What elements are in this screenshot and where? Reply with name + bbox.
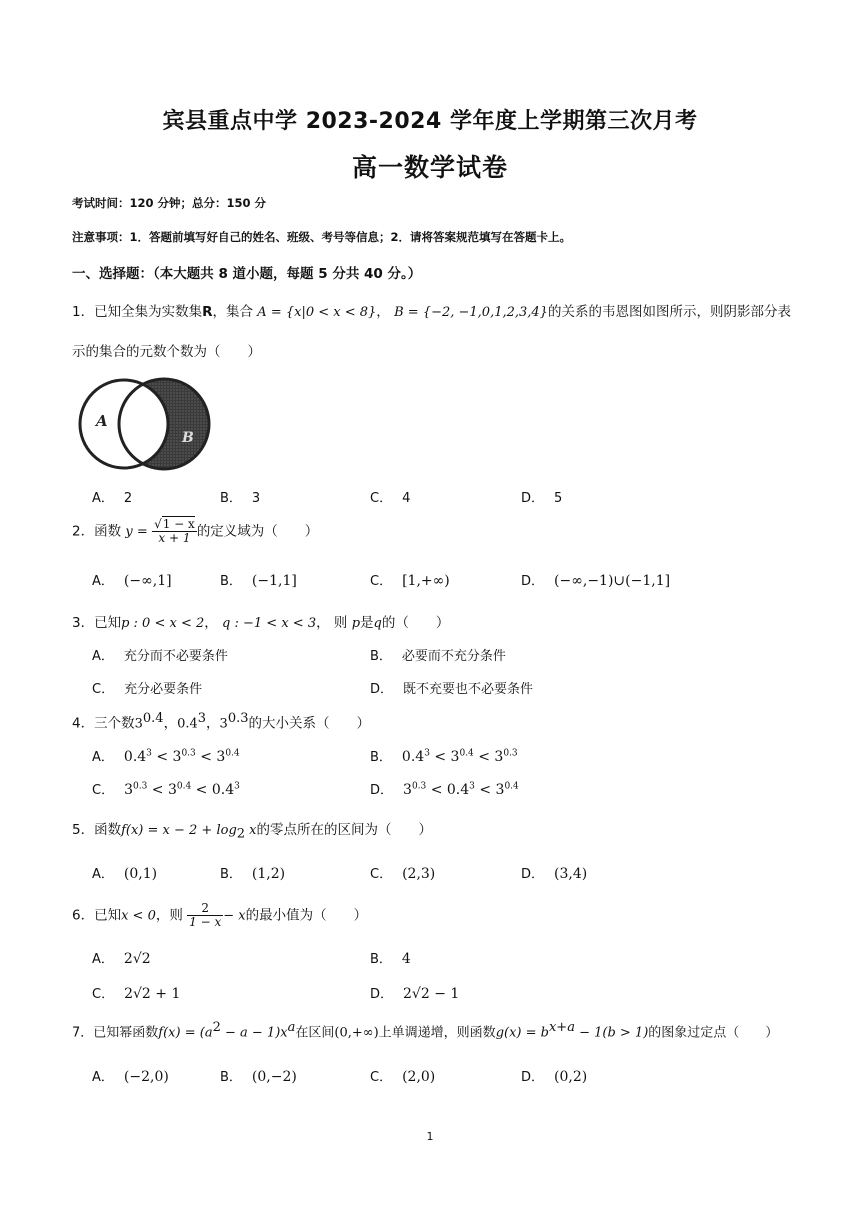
- question-number: 2．: [72, 523, 95, 540]
- q2-option-b[interactable]: B． (−1,1]: [220, 573, 297, 589]
- q1-option-b[interactable]: B． 3: [220, 491, 261, 506]
- q7-option-b[interactable]: B． (0,−2): [220, 1069, 297, 1085]
- question-4: 4．三个数$3^{0.4}$，$0.4^3$，$3^{0.3}$的大小关系（ ）: [72, 711, 370, 732]
- q5-option-a[interactable]: A． (0,1): [92, 866, 158, 882]
- venn-label-b: B: [182, 430, 194, 446]
- fraction-expression: $\frac{2}{1 - x}$: [189, 901, 222, 930]
- question-6: 6．已知x < 0，则 $\frac{2}{1 - x}$ − x的最小值为（ ）: [72, 901, 368, 930]
- q6-option-b[interactable]: B． 4: [370, 951, 411, 967]
- q4-option-c[interactable]: C． $3^{0.3} < 3^{0.4} < 0.4^3$: [92, 781, 240, 798]
- condition-q: q : −1 < x < 3: [222, 616, 317, 631]
- fraction-expression: $\frac{√1 - x}{x + 1}$: [154, 517, 195, 546]
- q6-option-a[interactable]: A． 2√2: [92, 951, 151, 967]
- question-1: [72, 300, 791, 320]
- q3-option-c[interactable]: C． 充分必要条件: [92, 682, 203, 697]
- q1-option-c[interactable]: C． 4: [370, 491, 411, 506]
- q1-option-a[interactable]: A． 2: [92, 491, 133, 506]
- q3-option-a[interactable]: A． 充分而不必要条件: [92, 649, 228, 664]
- q7-option-d[interactable]: D． (0,2): [521, 1069, 588, 1085]
- q4-option-a[interactable]: A． $0.4^3 < 3^{0.3} < 3^{0.4}$: [92, 748, 240, 765]
- question-text: 的定义域为（ ）: [196, 523, 319, 540]
- q4-option-d[interactable]: D． $3^{0.3} < 0.4^3 < 3^{0.4}$: [370, 781, 519, 798]
- q6-option-d[interactable]: D． 2√2 − 1: [370, 986, 460, 1002]
- function-y: y =: [125, 524, 148, 540]
- q5-option-b[interactable]: B． (1,2): [220, 866, 286, 882]
- section-title: 一、选择题：（本大题共 8 道小题，每题 5 分共 40 分。）: [72, 266, 422, 282]
- question-3: 3．已知p : 0 < x < 2， q : −1 < x < 3， 则 p是q的（ ）: [72, 615, 450, 631]
- question-text: ，: [376, 304, 390, 320]
- question-2: [72, 518, 318, 545]
- set-a-expression: A = {x|0 < x < 8}: [257, 305, 377, 320]
- question-1-line2: 示的集合的元数个数为（ ）: [72, 344, 261, 360]
- question-text: ，集合: [212, 304, 253, 320]
- q5-option-d[interactable]: D． (3,4): [521, 866, 588, 882]
- exam-notice-line: 注意事项：1．答题前填写好自己的姓名、班级、考号等信息；2．请将答案规范填写在答题卡上。: [72, 230, 571, 244]
- question-text: 函数: [94, 523, 122, 540]
- q5-option-c[interactable]: C． (2,3): [370, 866, 436, 882]
- question-number: 1．: [72, 304, 95, 320]
- set-b-expression: B = {−2, −1,0,1,2,3,4}: [394, 305, 548, 320]
- question-7: 7．已知幂函数$f(x) = (a^2 - a - 1)x^a$在区间(0,+∞)上单调递增，则函数$g(x) = b^{x+a} - 1(b > 1)$的图象过定点（ ）: [72, 1020, 779, 1041]
- q4-option-b[interactable]: B． $0.4^3 < 3^{0.4} < 3^{0.3}$: [370, 748, 518, 765]
- question-5: 5．函数$f(x) = x - 2 + \log_2 x$的零点所在的区间为（ ）: [72, 822, 433, 842]
- exam-subtitle: 高一数学试卷: [351, 153, 508, 182]
- q6-option-c[interactable]: C． 2√2 + 1: [92, 986, 181, 1002]
- q3-option-b[interactable]: B． 必要而不充分条件: [370, 649, 506, 664]
- venn-label-a: A: [96, 412, 108, 430]
- q2-option-c[interactable]: C． [1,+∞): [370, 573, 450, 589]
- page-number: 1: [426, 1130, 434, 1143]
- question-text: 的关系的韦恩图如图所示，则阴影部分表: [547, 304, 791, 320]
- exam-title: 宾县重点中学 2023-2024 学年度上学期第三次月考: [162, 109, 698, 134]
- condition-p: p : 0 < x < 2: [121, 616, 205, 631]
- venn-diagram: [74, 374, 214, 474]
- q2-option-a[interactable]: A． (−∞,1]: [92, 573, 172, 589]
- function-f: f(x) = x − 2 + log: [121, 823, 237, 838]
- math-symbol-R: R: [202, 304, 213, 320]
- question-text: 已知全集为实数集: [94, 304, 203, 320]
- exam-time-line: 考试时间：120 分钟；总分：150 分: [72, 196, 267, 210]
- q1-option-d[interactable]: D． 5: [521, 491, 563, 506]
- q3-option-d[interactable]: D． 既不充要也不必要条件: [370, 682, 534, 697]
- q2-option-d[interactable]: D． (−∞,−1)∪(−1,1]: [521, 573, 671, 589]
- q7-option-c[interactable]: C． (2,0): [370, 1069, 436, 1085]
- q7-option-a[interactable]: A． (−2,0): [92, 1069, 169, 1085]
